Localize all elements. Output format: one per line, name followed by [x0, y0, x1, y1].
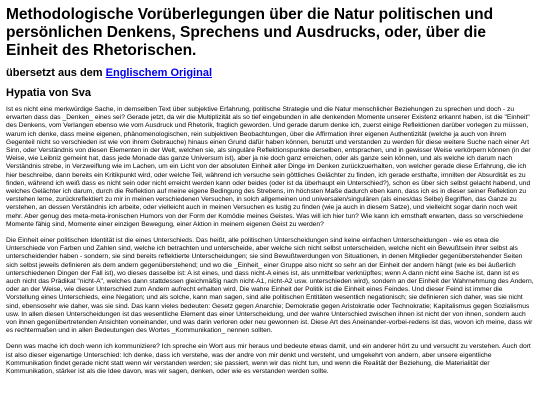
body-paragraph-1: Ist es nicht eine merkwürdige Sache, in demselben Text über subjektive Erfahrung, politische Strategie und die Natur menschlicher Beziehungen zu sprechen und doch - zu erwarten dass das _Denken_ eines sei? Gerade jetzt, da wir die Multiplizität als so tief eingebunden in alle denkenden Momente unserer Existenz erkannt haben, ist die "Einheit" des Denkens, vom Verlangen ebenso wie vom Ausdruck und Rhetorik, fraglich geworden. Und gerade darum denke ich, zuerst einige Reflektionen darüber vorlegen zu müssen, warum ich denke, dass meine eigenen, phänomenologischen, rein subjektiven Beobachtungen, über die Affirmation ihrer eigenen Authentizität (welche ja auch von ihrem Gegenteil nicht so verschieden ist wie von ihrem Gebrauche) hinaus einen Grund dafür haben können, benutzt und verstanden zu werden für diese weitere Suche nach einer Art Sinn, oder Verständnis von diesen Elementen in der Welt, welchen sie, als singuläre Reflektionspunkte derselben, entsprachen, und in gewisser Weise verkörpern können (in der Weise, wie Leibniz gemeint hat, dass jede Monade das ganze Universum ist), aber ja nie doch ganz erreichen, oder als ganze sein können, und als welche ich darum nach Verständnis strebe, in Verzweiflung wie im Lachen, um ein Licht von der absoluten Einheit aller Dinge im Denken zurückzuerhalten, von welcher gerade diese Erfahrung, die ich hier beschreibe, dann bereits ein Kritikpunkt wird, oder welche Teil, während ich versuche sein göttliches Gelächter zu finden, ich gerade ersthafte, irnnilten der Absurdität es zu finden, während ich weiß dass es nicht sein oder nicht erreicht werden kann oder beides (oder ist da überhaupt ein Unterschied?), schon es über sich selbst gelacht habend, und welches Gelächter ich darum, durch die Reflektion auf meine eigene Bedingung des Strebens, im höchsten Maße dadurch eben kann, dass ich es in dieser seiner Reflektion zu verstehen lerne, zurückreflektiert zu mir in meinen verschiedenen Versuchen, in solch allgemeinen und universalen/singulären (als eines/das Selbe) Begriffen, das Ganze zu verstehen, an dessen Verständnis ich arbeite, oder vielleicht auch in meinen Versuchen es lustig zu finden (wie ja auch in diesem Satze), und vielleicht sogar darin noch weit mehr. Aber genug des meta-meta-ironischen Humors von der Form der Komödie meines Geistes. Was will ich hier tun? Wie kann ich ernsthaft erwarten, dass so verschiedene Momente fähig sind, Momente einer einzigen Bewegung, einer Aktion in meinem eigenen Geist zu werden?	[6, 106, 531, 228]
translation-prefix: übersetzt aus dem	[6, 67, 106, 79]
translation-note	[6, 66, 534, 80]
original-link[interactable]: Englischem Original	[105, 67, 212, 79]
author-name: Hypatia von Sva	[6, 87, 91, 99]
page-title: Methodologische Vorüberlegungen über die Natur politischen und persönlichen Denkens, Sprechens und Ausdrucks, oder, über die Einheit des Rhetorischen.	[6, 6, 494, 59]
body-paragraph-2: Die Einheit einer politischen Identität ist die eines Unterschieds. Das heißt, alle politischen Unterscheidungen sind keine einfachen Unterscheidungen - wie es etwa die Unterschiede von Farben und Zahlen sind, welche ich betrachten und unterscheide, aber welche sich nicht selbst unterscheiden, welche nicht ein Bewußtsein ihrer selbst als unterscheidender haben - sondern, sie sind bereits reflektierte Unterscheidungen; sie sind Bewußtwerdungen von Situationen, in denen Mitglieder gegenüberstehender Seiten sich selbst jeweils definieren als dem andern gegenüberstehend; und wo die _Einheit_ einer Gruppe also nicht so sehr an der Einheit der andern hängt (wie es bei äußerlich unterschiedenen Dingen der Fall ist), wo dieses dasselbe ist: A ist eines, und dass nicht-A eines ist, als unmittelbar verknüpftes; wenn A dann nicht eine Sache ist, dann ist es auch nicht das Prädikat "nicht-A", welches dann stattdessen gleichmäßig nach nicht-A1, nicht-A2 usw. unterschieden wird), sondern an der Einheit der Wahrnehmung des Andern, oder an der Weise, wie dieser Unterschied zum Andern aufrecht erhalten wird. Die wahre Einheit der Politik ist die Einheit eines Feindes. Und dieser Feind ist immer die Vorstellung eines Unterschieds, eine Negation; und als solche, kann man sagen, sind alle politischen Entitäten wesentlich negationisch; sie definieren sich daher, was sie nicht sind, ebensosehr wie daher, was sie sind. Das kann vieles bedeuten: Gesetz gegen Anarchie; Demokratie gegen Aristokratie oder Technokratie; Kapitalismus gegen Sozialismus usw. In allen diesen Unterscheidungen ist das wesentliche Element das einer Unterscheidung, und der wahre Unterschied zwischen ihnen ist nicht der von ihnen, sondern auch von ihnen gegenübertretenden Ansichten voneinander, und was darin verloren oder neu gewonnen ist. Diese Art des Aneinander-vorbei-redens ist das, wovon ich meine, dass wir es rechtermaßen und in allen Bedeutungen des Wortes _Kommunikation_ nennen sollten.	[6, 237, 534, 335]
body-paragraph-3: Denn was mache ich doch wenn ich kommuniziere? Ich spreche ein Wort aus mir heraus und bedeute etwas damit, und ein anderer hört zu und versucht zu verstehen. Auch dort ist also dieser eigenartige Unterschied: Ich denke, dass ich verstehe, was der andre von mir denkt und versteht, und umgekehrt von andern, aber unsere eigentliche Kommunikation findet gerade nicht statt wenn wir verstanden werden; sie passiert, wenn wir das nicht tun, und wenn die Realität der Beziehung, die Materialität der Kommunikation, stärker ist als die Idee davon, was wir sagen, denken, oder wie es verstanden werden sollte.	[6, 343, 531, 376]
